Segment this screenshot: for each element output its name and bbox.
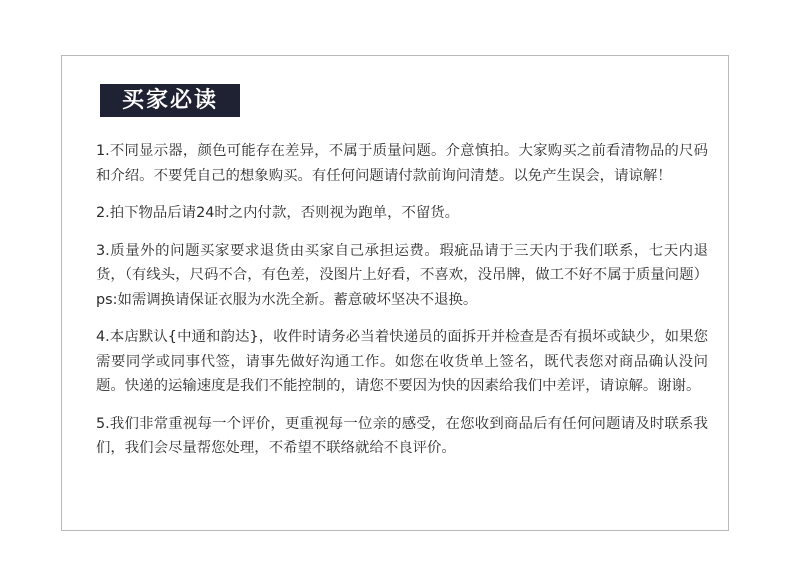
page-title: 买家必读 xyxy=(100,84,240,117)
notice-item-2: 2.拍下物品后请24时之内付款，否则视为跑单，不留货。 xyxy=(96,205,460,221)
notice-item-3: 3.质量外的问题买家要求退货由买家自己承担运费。瑕疵品请于三天内于我们联系，七天内退货，（有线头，尺码不合，有色差，没图片上好看，不喜欢，没吊牌，做工不好不属于质量问题）ps:如需调换请保证衣服为水洗全新。蓄意破坏坚决不退换。 xyxy=(96,242,708,308)
notice-box xyxy=(61,55,729,531)
notice-list xyxy=(96,139,708,474)
notice-item-1: 1.不同显示器，颜色可能存在差异，不属于质量问题。介意慎拍。大家购买之前看清物品的尺码和介绍。不要凭自己的想象购买。有任何问题请付款前询问清楚。以免产生误会，请谅解！ xyxy=(96,143,708,184)
notice-item-4: 4.本店默认{中通和韵达}，收件时请务必当着快递员的面拆开并检查是否有损坏或缺少，如果您需要同学或同事代签，请事先做好沟通工作。如您在收货单上签名，既代表您对商品确认没问题。快递的运输速度是我们不能控制的，请您不要因为快的因素给我们中差评，请谅解。谢谢。 xyxy=(96,329,708,394)
notice-item-5: 5.我们非常重视每一个评价，更重视每一位亲的感受，在您收到商品后有任何问题请及时联系我们，我们会尽量帮您处理，不希望不联络就给不良评价。 xyxy=(96,415,708,456)
